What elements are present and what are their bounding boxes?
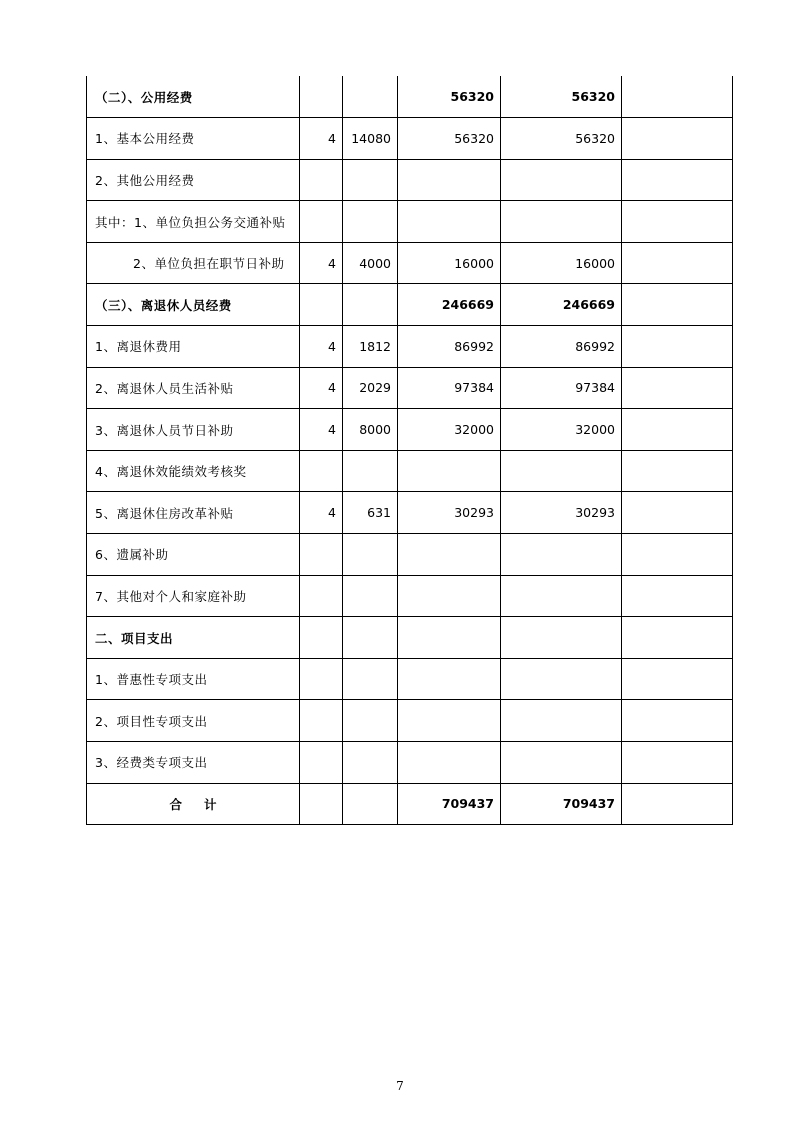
row-total: 86992 (501, 326, 622, 368)
table-row (87, 700, 733, 742)
row-total: 30293 (501, 492, 622, 534)
row-amount: 97384 (398, 367, 501, 409)
row-amount: 86992 (398, 326, 501, 368)
row-total: 246669 (501, 284, 622, 326)
row-note (622, 201, 733, 243)
row-unit (343, 700, 398, 742)
row-qty (300, 742, 343, 784)
row-amount (398, 658, 501, 700)
row-qty (300, 617, 343, 659)
row-total: 16000 (501, 242, 622, 284)
row-name: 2、单位负担在职节日补助 (87, 242, 300, 284)
row-note (622, 409, 733, 451)
table-row (87, 492, 733, 534)
row-amount: 56320 (398, 76, 501, 118)
table-row (87, 658, 733, 700)
total-label: 合计 (87, 783, 300, 825)
row-total (501, 159, 622, 201)
row-total: 97384 (501, 367, 622, 409)
row-unit: 1812 (343, 326, 398, 368)
row-amount (398, 575, 501, 617)
row-qty (300, 700, 343, 742)
row-name: 二、项目支出 (87, 617, 300, 659)
row-unit (343, 534, 398, 576)
row-name: 1、基本公用经费 (87, 118, 300, 160)
row-total (501, 742, 622, 784)
row-amount: 30293 (398, 492, 501, 534)
row-total (501, 575, 622, 617)
row-qty: 4 (300, 242, 343, 284)
row-name: 6、遗属补助 (87, 534, 300, 576)
row-amount (398, 617, 501, 659)
row-amount (398, 159, 501, 201)
row-amount (398, 700, 501, 742)
row-total (501, 450, 622, 492)
row-unit (343, 450, 398, 492)
row-total (501, 201, 622, 243)
row-note (622, 492, 733, 534)
total-row (87, 783, 733, 825)
row-name: 4、离退休效能绩效考核奖 (87, 450, 300, 492)
row-name: 2、其他公用经费 (87, 159, 300, 201)
row-name: 2、项目性专项支出 (87, 700, 300, 742)
table-row (87, 575, 733, 617)
table-row (87, 450, 733, 492)
budget-table (86, 76, 733, 825)
row-note (622, 742, 733, 784)
row-total (501, 658, 622, 700)
row-unit (343, 742, 398, 784)
table-row (87, 284, 733, 326)
row-unit (343, 575, 398, 617)
row-qty (300, 284, 343, 326)
row-unit: 14080 (343, 118, 398, 160)
row-name: 其中：1、单位负担公务交通补贴 (87, 201, 300, 243)
table-row (87, 242, 733, 284)
row-name: 3、离退休人员节日补助 (87, 409, 300, 451)
table-row (87, 76, 733, 118)
table-row (87, 409, 733, 451)
row-note (622, 658, 733, 700)
table-row (87, 201, 733, 243)
row-qty: 4 (300, 409, 343, 451)
row-note (622, 783, 733, 825)
row-name: 1、离退休费用 (87, 326, 300, 368)
table-row (87, 742, 733, 784)
row-qty (300, 76, 343, 118)
table-row (87, 118, 733, 160)
row-note (622, 242, 733, 284)
row-total: 56320 (501, 118, 622, 160)
row-unit (343, 201, 398, 243)
row-qty (300, 534, 343, 576)
row-note (622, 617, 733, 659)
row-note (622, 534, 733, 576)
row-amount: 32000 (398, 409, 501, 451)
row-qty: 4 (300, 367, 343, 409)
row-qty: 4 (300, 326, 343, 368)
row-total: 56320 (501, 76, 622, 118)
row-name: 7、其他对个人和家庭补助 (87, 575, 300, 617)
row-amount (398, 201, 501, 243)
row-amount (398, 450, 501, 492)
page-number: 7 (396, 1079, 404, 1093)
row-qty (300, 783, 343, 825)
row-amount: 16000 (398, 242, 501, 284)
table-row (87, 326, 733, 368)
row-unit (343, 783, 398, 825)
row-unit (343, 76, 398, 118)
row-qty (300, 658, 343, 700)
row-amount (398, 534, 501, 576)
row-note (622, 450, 733, 492)
row-total (501, 700, 622, 742)
row-amount: 246669 (398, 284, 501, 326)
row-unit: 8000 (343, 409, 398, 451)
table-row (87, 534, 733, 576)
row-note (622, 367, 733, 409)
row-total (501, 617, 622, 659)
total-amount: 709437 (398, 783, 501, 825)
row-unit: 4000 (343, 242, 398, 284)
row-qty: 4 (300, 118, 343, 160)
row-name: 3、经费类专项支出 (87, 742, 300, 784)
row-unit (343, 159, 398, 201)
row-name: （三）、离退休人员经费 (87, 284, 300, 326)
row-unit (343, 284, 398, 326)
row-qty: 4 (300, 492, 343, 534)
row-total (501, 534, 622, 576)
row-note (622, 284, 733, 326)
row-amount (398, 742, 501, 784)
table-row (87, 159, 733, 201)
row-unit (343, 617, 398, 659)
row-name: 1、普惠性专项支出 (87, 658, 300, 700)
total-sum: 709437 (501, 783, 622, 825)
row-note (622, 575, 733, 617)
row-name: 5、离退休住房改革补贴 (87, 492, 300, 534)
row-name: （二）、公用经费 (87, 76, 300, 118)
table-row (87, 617, 733, 659)
row-name: 2、离退休人员生活补贴 (87, 367, 300, 409)
row-qty (300, 159, 343, 201)
row-total: 32000 (501, 409, 622, 451)
row-qty (300, 450, 343, 492)
row-note (622, 118, 733, 160)
row-unit (343, 658, 398, 700)
row-note (622, 326, 733, 368)
row-note (622, 159, 733, 201)
row-unit: 631 (343, 492, 398, 534)
row-unit: 2029 (343, 367, 398, 409)
row-note (622, 76, 733, 118)
row-amount: 56320 (398, 118, 501, 160)
row-qty (300, 575, 343, 617)
row-qty (300, 201, 343, 243)
row-note (622, 700, 733, 742)
table-row (87, 367, 733, 409)
